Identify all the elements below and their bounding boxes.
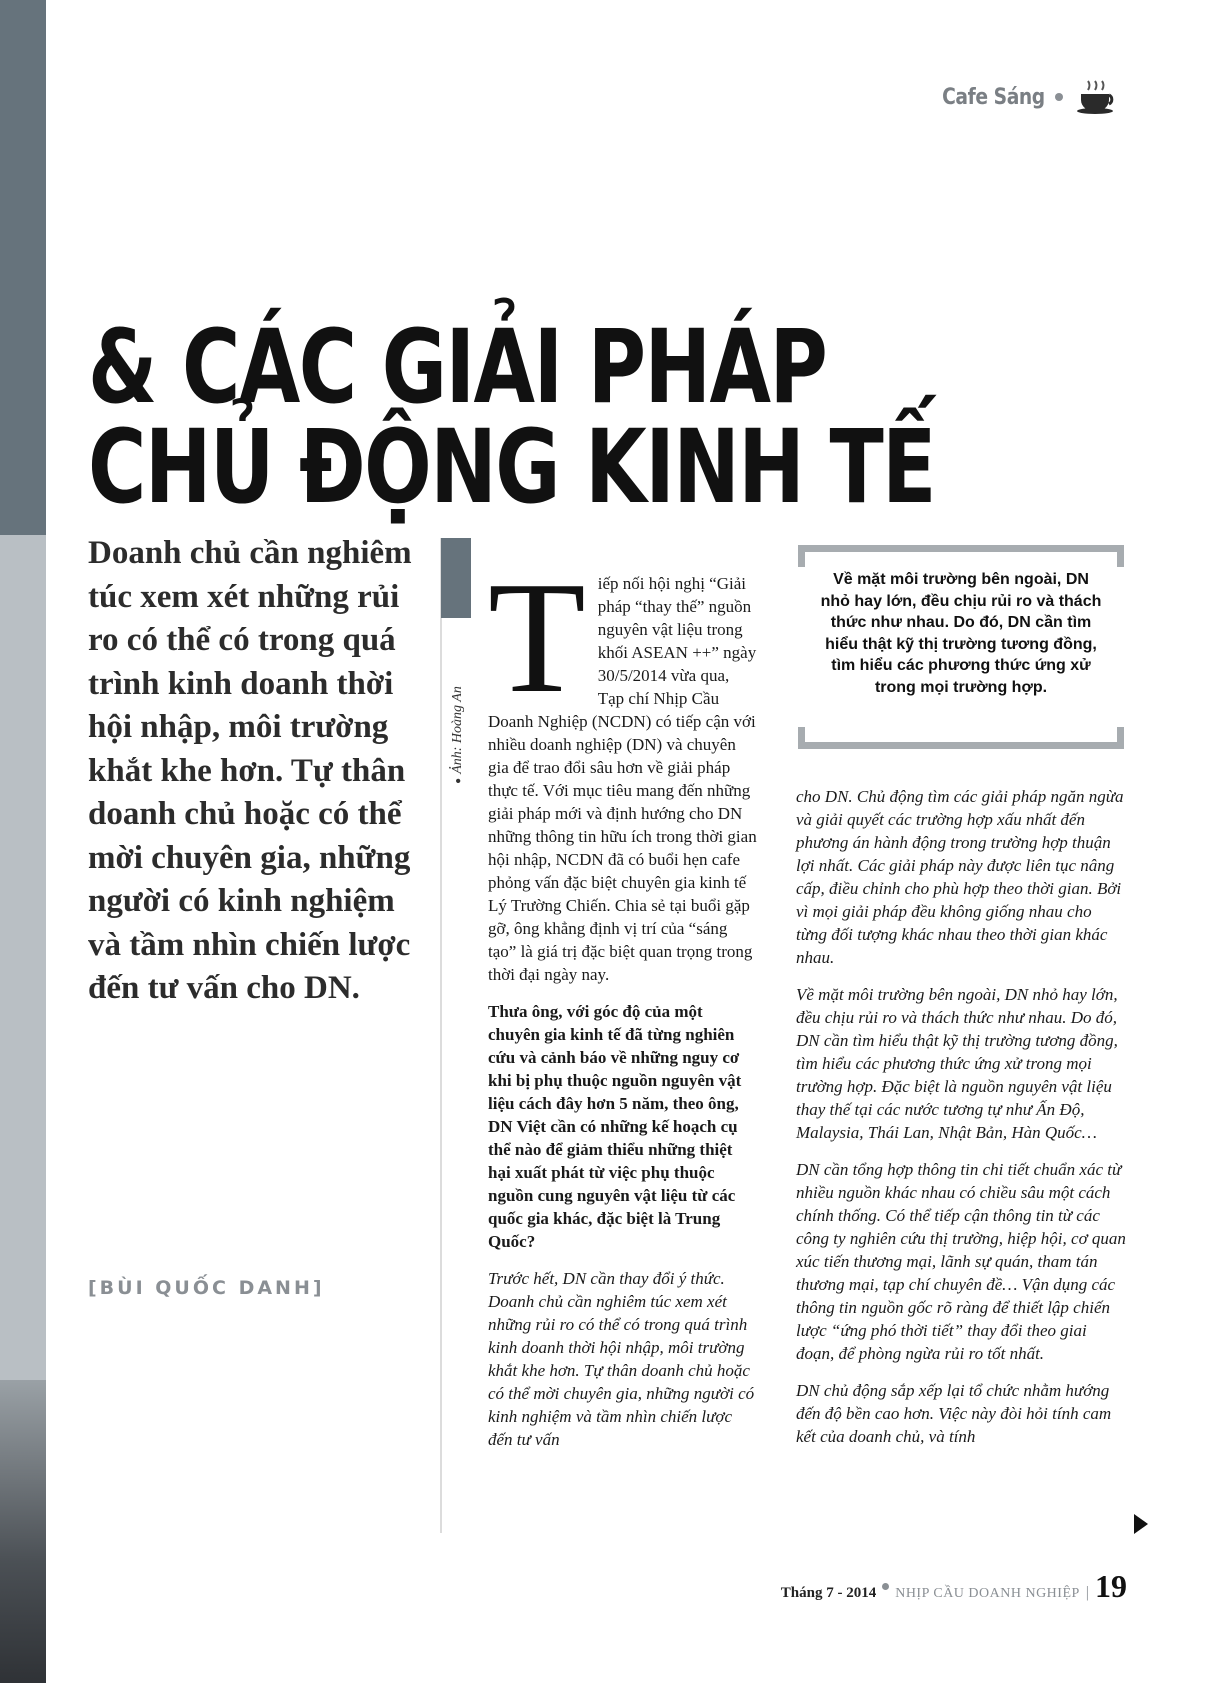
paragraph: DN cần tổng hợp thông tin chi tiết chuẩn xác từ nhiều nguồn khác nhau có chiều sâu một cách chính thống. Có thể tiếp cận thông tin từ các công ty nghiên cứu thị trường, hiệp hội, cơ quan xúc tiến thương mại, lãnh sự quán, tham tán thương mại, tạp chí chuyên đề… Vận dụng các thông tin nguồn gốc rõ ràng để thiết lập chiến lược “ứng phó thời tiết” thay đổi theo giai đoạn, để phòng ngừa rủi ro tốt nhất.: [796, 1160, 1126, 1363]
pull-quote-top-bracket: [798, 545, 1124, 567]
intro-text: iếp nối hội nghị “Giải pháp “thay thế” nguồn nguyên vật liệu trong khối ASEAN ++” ngày 30/5/2014 vừa qua, Tạp chí Nhịp Cầu Doanh Nghiệp (NCDN) có tiếp cận với nhiều doanh nghiệp (DN) và chuyên gia để trao đổi sâu hơn về giải pháp thực tế. Với mục tiêu mang đến những giải pháp mới và định hướng cho DN những thông tin hữu ích trong thời gian hội nhập, NCDN đã có buổi hẹn cafe phỏng vấn đặc biệt chuyên gia kinh tế Lý Trường Chiến. Chia sẻ tại buổi gặp gỡ, ông khẳng định vị trí của “sáng tạo” là giá trị đặc biệt quan trọng trong thời đại ngày nay.: [488, 574, 757, 984]
article-title: [88, 308, 935, 527]
pull-quote-text: Về mặt môi trường bên ngoài, DN nhỏ hay lớn, đều chịu rủi ro và thách thức như nhau. Do đó, DN cần tìm hiểu thật kỹ thị trường tương đồng, tìm hiểu các phương thức ứng xử trong mọi trường hợp.: [820, 571, 1102, 696]
paragraph: cho DN. Chủ động tìm các giải pháp ngăn ngừa và giải quyết các trường hợp xấu nhất đến phương án hành động trong trường hợp thuận lợi nhất. Các giải pháp này được liên tục nâng cấp, điều chỉnh cho phù hợp theo thời gian. Bởi vì mọi giải pháp đều không giống nhau cho từng đối tượng khác nhau theo thời gian khác nhau.: [796, 787, 1124, 967]
article-column-1: [488, 548, 758, 1465]
section-name: Cafe Sáng: [942, 84, 1045, 110]
magazine-name: NHỊP CẦU DOANH NGHIỆP: [895, 1586, 1080, 1601]
continue-arrow-icon: [1134, 1514, 1148, 1534]
page-footer: [781, 1568, 1127, 1605]
article-column-2: [796, 785, 1126, 1462]
footer-dot: [882, 1583, 889, 1590]
interview-answer: Trước hết, DN cần thay đổi ý thức. Doanh chủ cần nghiêm túc xem xét những rủi ro có thể có trong quá trình kinh doanh thời hội nhập, môi trường khắt khe hơn. Tự thân doanh chủ hoặc có thể mời chuyên gia, những người có kinh nghiệm và tầm nhìn chiến lược đến tư vấn: [488, 1269, 755, 1449]
intro-paragraph: [488, 548, 758, 986]
credit-marker: [441, 538, 471, 618]
footer-separator: |: [1085, 1584, 1089, 1601]
section-header: [924, 80, 1121, 114]
section-dot: [1055, 93, 1063, 101]
issue-date: Tháng 7 - 2014: [780, 1585, 877, 1601]
paragraph: DN chủ động sắp xếp lại tổ chức nhằm hướng đến độ bền cao hơn. Việc này đòi hỏi tính cam kết của doanh chủ, và tính: [796, 1381, 1112, 1446]
pull-quote-bottom-bracket: [798, 727, 1124, 749]
author-byline: [BÙI QUỐC DANH]: [88, 1277, 325, 1299]
page-number: 19: [1095, 1568, 1127, 1604]
column-divider: [440, 538, 442, 1533]
side-color-bar: [0, 0, 46, 535]
photo-credit: ● Ảnh: Hoàng An: [450, 686, 466, 784]
title-line-2: CHỦ ĐỘNG KINH TẾ: [88, 408, 935, 527]
interview-question: Thưa ông, với góc độ của một chuyên gia kinh tế đã từng nghiên cứu và cảnh báo về những nguy cơ khi bị phụ thuộc nguồn nguyên vật liệu cách đây hơn 5 năm, theo ông, DN Việt cần có những kế hoạch cụ thể nào để giảm thiểu những thiệt hại xuất phát từ việc phụ thuộc nguồn cung nguyên vật liệu từ các quốc gia khác, đặc biệt là Trung Quốc?: [488, 1002, 742, 1251]
drop-cap: T: [488, 548, 586, 726]
paragraph: Về mặt môi trường bên ngoài, DN nhỏ hay lớn, đều chịu rủi ro và thách thức như nhau. Do đó, DN cần tìm hiểu thật kỹ thị trường tương đồng, tìm hiểu các phương thức ứng xử trong mọi trường hợp. Đặc biệt là nguồn nguyên vật liệu thay thế tại các nước tương tự như Ấn Độ, Malaysia, Thái Lan, Nhật Bản, Hàn Quốc…: [796, 985, 1118, 1142]
title-line-1: & CÁC GIẢI PHÁP: [88, 308, 827, 427]
lead-paragraph: Doanh chủ cần nghiêm túc xem xét những rủi ro có thể có trong quá trình kinh doanh thời hội nhập, môi trường khắt khe hơn. Tự thân doanh chủ hoặc có thể mời chuyên gia, những người có kinh nghiệm và tầm nhìn chiến lược đến tư vấn cho DN.: [88, 535, 412, 1006]
side-photo-strip: [0, 535, 46, 1683]
coffee-cup-icon: [1073, 80, 1121, 114]
pull-quote: [798, 545, 1124, 749]
